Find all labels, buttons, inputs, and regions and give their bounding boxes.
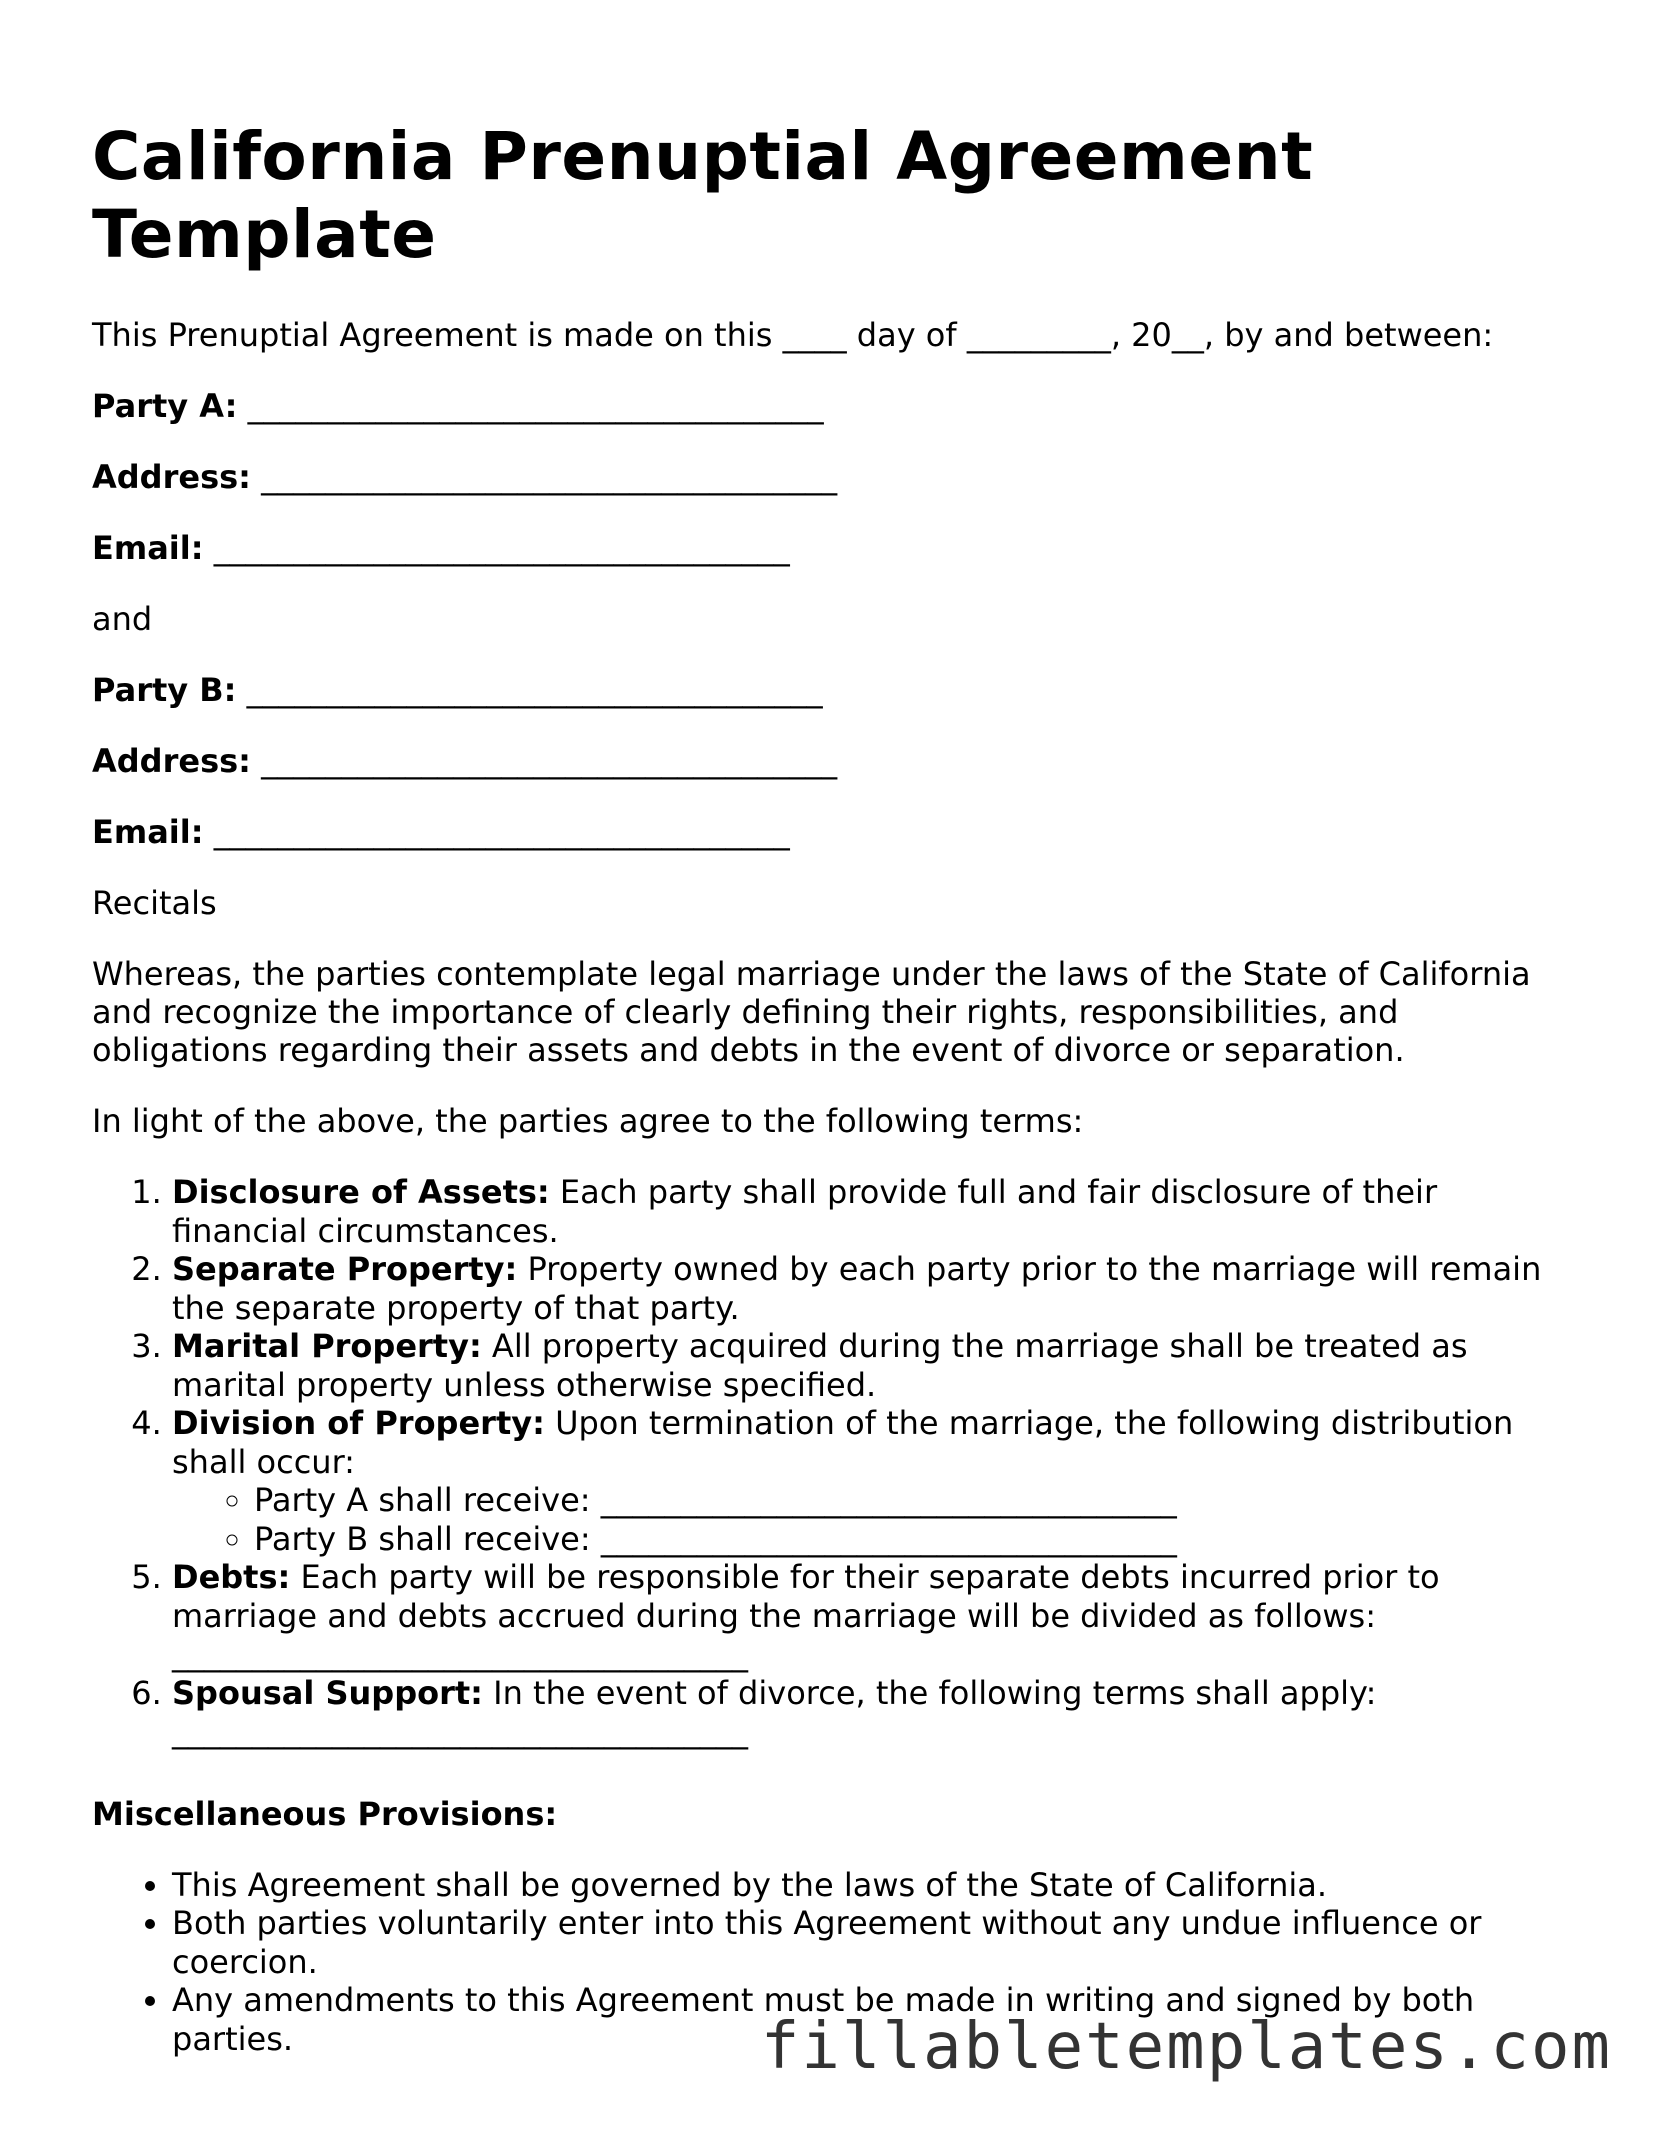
- misc-heading-text: Miscellaneous Provisions:: [92, 1794, 558, 1833]
- party-b-name-label: Party B:: [92, 671, 237, 709]
- term-text: All property acquired during the marriage shall be treated as marital property unless otherwise specified.: [172, 1327, 1468, 1404]
- misc-item: • This Agreement shall be governed by the laws of the State of California.: [172, 1866, 1572, 1905]
- whereas-paragraph: Whereas, the parties contemplate legal marriage under the laws of the State of California and recognize the importance of clearly defining their rights, responsibilities, and obligations regarding their assets and debts in the event of divorce or separation.: [92, 955, 1531, 1069]
- term-text: Each party shall provide full and fair disclosure of their financial circumstances.: [172, 1173, 1438, 1250]
- term-text: In the event of divorce, the following terms shall apply:: [493, 1673, 1377, 1712]
- party-b-name-blank: ____________________________________: [246, 671, 823, 709]
- term-item: [172, 1674, 1572, 1751]
- party-b-address-label: Address:: [92, 742, 251, 780]
- term-item: [172, 1558, 1572, 1674]
- intro-paragraph: This Prenuptial Agreement is made on this ____ day of _________, 20__, by and between:: [92, 316, 1494, 354]
- term-item: [172, 1250, 1572, 1327]
- sub-item: [254, 1481, 1572, 1520]
- party-b-email-label: Email:: [92, 813, 204, 851]
- sub-item-blank: ____________________________________: [600, 1519, 1177, 1558]
- sub-item-blank: ____________________________________: [600, 1481, 1177, 1519]
- misc-heading: [92, 1795, 1572, 1833]
- party-a-email-line: [92, 529, 1572, 567]
- recitals-heading: Recitals: [92, 884, 217, 922]
- misc-item: • Any amendments to this Agreement must be made in writing and signed by both parties.: [172, 1981, 1572, 2058]
- term-item: [172, 1404, 1572, 1558]
- term-label: Spousal Support:: [172, 1673, 483, 1712]
- party-b-address-line: [92, 742, 1572, 780]
- party-a-address-blank: ____________________________________: [261, 458, 838, 496]
- term-label: Debts:: [172, 1558, 291, 1596]
- party-b-address-blank: ____________________________________: [261, 742, 838, 780]
- term-label: Separate Property:: [172, 1250, 518, 1288]
- term-label: Marital Property:: [172, 1327, 482, 1365]
- term-label: Disclosure of Assets:: [172, 1173, 550, 1211]
- watermark-text: fillabletemplates.com: [760, 2010, 1612, 2084]
- spousal-support-blank: ____________________________________: [172, 1712, 748, 1750]
- terms-list: [92, 1173, 1572, 1751]
- term-item: [172, 1327, 1572, 1404]
- term-item: [172, 1173, 1572, 1250]
- party-a-address-line: [92, 458, 1572, 496]
- party-b-name-line: [92, 671, 1572, 709]
- sub-item-label: Party A shall receive:: [254, 1481, 591, 1519]
- sub-item: [254, 1520, 1572, 1559]
- term-text: Property owned by each party prior to the marriage will remain the separate property of that party.: [172, 1250, 1542, 1327]
- party-a-name-line: [92, 387, 1572, 425]
- sub-item-label: Party B shall receive:: [254, 1519, 591, 1558]
- term-label: Division of Property:: [172, 1404, 545, 1442]
- party-a-name-blank: ____________________________________: [247, 387, 824, 425]
- party-a-address-label: Address:: [92, 458, 251, 496]
- division-sublist: [172, 1481, 1572, 1558]
- party-a-name-label: Party A:: [92, 387, 238, 425]
- document-page: [92, 118, 1572, 2058]
- party-a-email-blank: ____________________________________: [213, 529, 790, 567]
- term-text: Each party will be responsible for their separate debts incurred prior to marriage and debts accrued during the marriage will be divided as follows:: [172, 1558, 1440, 1635]
- party-a-email-label: Email:: [92, 529, 204, 567]
- page-title: California Prenuptial Agreement Template: [92, 118, 1314, 273]
- and-text: and: [92, 600, 153, 638]
- lead-in-paragraph: In light of the above, the parties agree to the following terms:: [92, 1102, 1084, 1140]
- debts-blank: ____________________________________: [172, 1635, 748, 1673]
- term-text: Upon termination of the marriage, the following distribution shall occur:: [172, 1404, 1514, 1481]
- party-b-email-line: [92, 813, 1572, 851]
- party-b-email-blank: ____________________________________: [213, 813, 790, 851]
- misc-item: • Both parties voluntarily enter into this Agreement without any undue influence or coercion.: [172, 1904, 1572, 1981]
